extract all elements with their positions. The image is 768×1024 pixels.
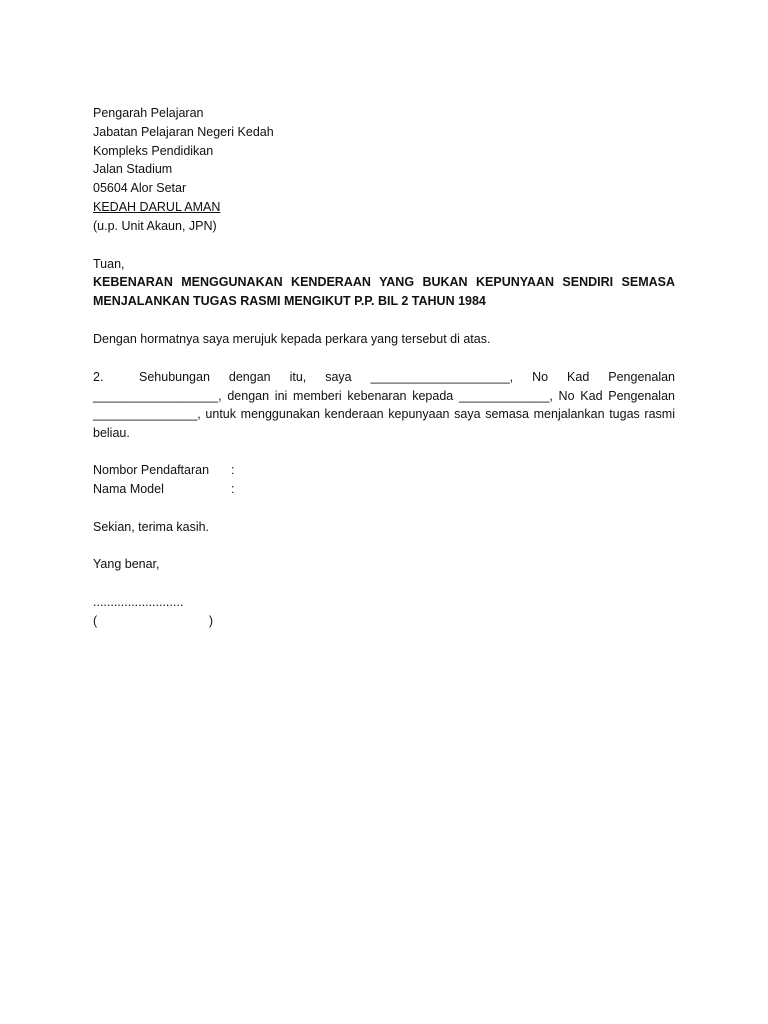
paragraph-2-line-2: __________________, dengan ini memberi kebenaran kepada _____________, No Kad Pengenalan (93, 388, 675, 403)
paragraph-2 (93, 368, 675, 443)
letter-body (93, 104, 675, 631)
paragraph-2-line-1-text: Sehubungan dengan itu, saya ____________________, No Kad Pengenalan (139, 369, 675, 384)
closing-line: Sekian, terima kasih. (93, 519, 210, 534)
field-row-registration (93, 461, 675, 480)
subject-heading (93, 273, 675, 311)
open-paren: ( (93, 613, 98, 628)
vehicle-fields (93, 461, 675, 499)
field-separator: : (231, 462, 235, 477)
salutation: Tuan, (93, 256, 125, 271)
address-state-text: KEDAH DARUL AMAN (93, 199, 221, 214)
paragraph-2-line-3: _______________, untuk menggunakan kenderaan kepunyaan saya semasa menjalankan tugas rasmi (93, 407, 675, 422)
subject-line-2: MENJALANKAN TUGAS RASMI MENGIKUT P.P. BIL 2 TAHUN 1984 (93, 294, 486, 309)
subject-line-1: KEBENARAN MENGGUNAKAN KENDERAAN YANG BUKAN KEPUNYAAN SENDIRI SEMASA (93, 275, 675, 290)
field-separator: : (231, 481, 235, 496)
paragraph-2-line-4: beliau. (93, 426, 130, 441)
paragraph-1: Dengan hormatnya saya merujuk kepada perkara yang tersebut di atas. (93, 331, 491, 346)
recipient-address (93, 104, 675, 236)
address-line: Kompleks Pendidikan (93, 143, 214, 158)
close-paren: ) (208, 613, 213, 628)
paragraph-2-line-1 (93, 368, 675, 387)
signature-name-brackets (93, 612, 213, 631)
sign-off: Yang benar, (93, 557, 160, 572)
signature-line: .......................... (93, 595, 184, 610)
address-line: 05604 Alor Setar (93, 181, 187, 196)
address-attention: (u.p. Unit Akaun, JPN) (93, 218, 217, 233)
address-line: Jabatan Pelajaran Negeri Kedah (93, 124, 274, 139)
field-label: Nombor Pendaftaran (93, 462, 210, 477)
field-row-model (93, 480, 675, 499)
address-state (93, 198, 675, 217)
address-line: Jalan Stadium (93, 162, 173, 177)
paragraph-number: 2. (93, 369, 104, 384)
field-label: Nama Model (93, 481, 164, 496)
address-line: Pengarah Pelajaran (93, 106, 204, 120)
